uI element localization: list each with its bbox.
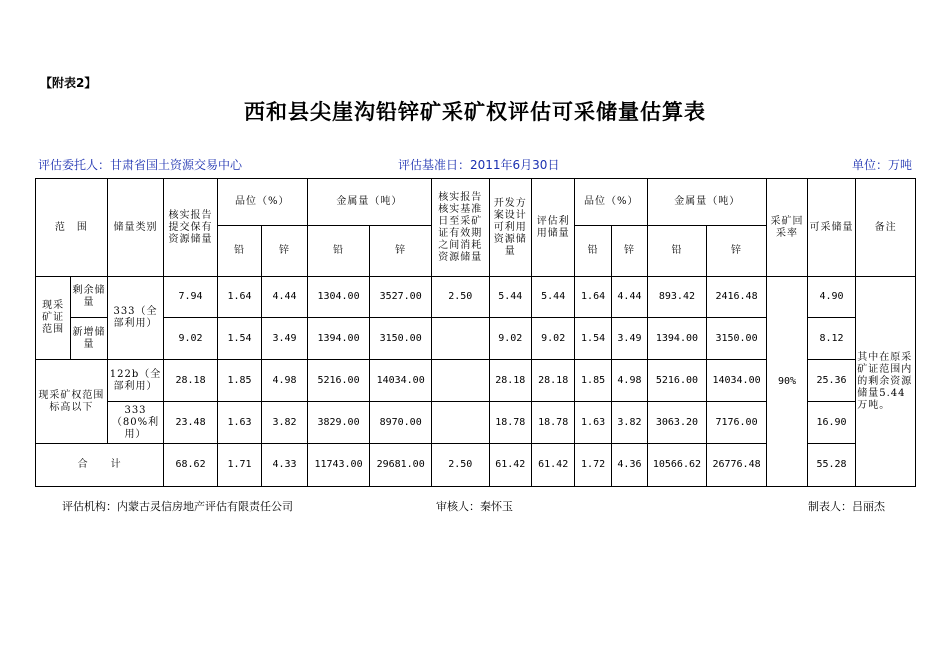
cell-grade-zn: 4.98 bbox=[262, 360, 307, 402]
cell-verified: 68.62 bbox=[164, 444, 218, 487]
cell-consumed bbox=[431, 402, 489, 444]
client-info: 评估委托人：甘肃省国土资源交易中心 bbox=[38, 158, 243, 172]
category-122b-all: 122b（全部利用） bbox=[107, 360, 164, 402]
cell-eval: 61.42 bbox=[531, 444, 574, 487]
header-scope: 范 围 bbox=[36, 179, 108, 277]
sub-new: 新增储量 bbox=[71, 318, 107, 360]
header-metal: 金属量（吨） bbox=[307, 179, 431, 226]
cell-recoverable: 8.12 bbox=[807, 318, 855, 360]
cell-grade-pb: 1.63 bbox=[217, 402, 261, 444]
cell-metal-zn: 29681.00 bbox=[370, 444, 432, 487]
cell-recoverable: 55.28 bbox=[807, 444, 855, 487]
cell-grade2-pb: 1.72 bbox=[575, 444, 611, 487]
cell-grade2-pb: 1.64 bbox=[575, 277, 611, 318]
cell-verified: 9.02 bbox=[164, 318, 218, 360]
table-row bbox=[36, 277, 916, 318]
remark-text: 其中在原采矿证范围内的剩余资源储量5.44万吨。 bbox=[856, 277, 916, 487]
cell-grade2-zn: 3.49 bbox=[611, 318, 647, 360]
cell-metal2-zn: 3150.00 bbox=[706, 318, 767, 360]
footer-agency: 评估机构：内蒙古灵信房地产评估有限责任公司 bbox=[62, 500, 293, 513]
header-grade2-zn: 锌 bbox=[611, 226, 647, 277]
cell-verified: 7.94 bbox=[164, 277, 218, 318]
cell-consumed bbox=[431, 318, 489, 360]
header-eval-use: 评估利用储量 bbox=[531, 179, 574, 277]
cell-grade-zn: 4.33 bbox=[262, 444, 307, 487]
cell-recoverable: 25.36 bbox=[807, 360, 855, 402]
cell-eval: 9.02 bbox=[531, 318, 574, 360]
cell-grade-zn: 3.82 bbox=[262, 402, 307, 444]
header-grade2-pb: 铅 bbox=[575, 226, 611, 277]
group-below-elevation: 现采矿权范围标高以下 bbox=[36, 360, 108, 444]
cell-eval: 18.78 bbox=[531, 402, 574, 444]
header-grade-zn: 锌 bbox=[262, 226, 307, 277]
header-metal-pb: 铅 bbox=[307, 226, 370, 277]
cell-consumed: 2.50 bbox=[431, 277, 489, 318]
header-dev-plan: 开发方案设计可利用资源储量 bbox=[489, 179, 531, 277]
cell-verified: 23.48 bbox=[164, 402, 218, 444]
footer-preparer: 制表人：吕丽杰 bbox=[808, 500, 885, 513]
header-recovery: 采矿回采率 bbox=[767, 179, 807, 277]
header-metal2: 金属量（吨） bbox=[648, 179, 767, 226]
cell-metal-zn: 3150.00 bbox=[370, 318, 432, 360]
cell-grade2-pb: 1.63 bbox=[575, 402, 611, 444]
category-333-80: 333（80%利用） bbox=[107, 402, 164, 444]
cell-dev: 9.02 bbox=[489, 318, 531, 360]
cell-grade2-zn: 4.98 bbox=[611, 360, 647, 402]
cell-metal2-pb: 10566.62 bbox=[648, 444, 707, 487]
cell-dev: 18.78 bbox=[489, 402, 531, 444]
cell-eval: 5.44 bbox=[531, 277, 574, 318]
cell-recoverable: 16.90 bbox=[807, 402, 855, 444]
cell-metal-pb: 11743.00 bbox=[307, 444, 370, 487]
category-333-all: 333（全部利用） bbox=[107, 277, 164, 360]
cell-grade2-pb: 1.85 bbox=[575, 360, 611, 402]
header-metal2-pb: 铅 bbox=[648, 226, 707, 277]
cell-metal2-pb: 3063.20 bbox=[648, 402, 707, 444]
cell-metal-pb: 5216.00 bbox=[307, 360, 370, 402]
cell-dev: 28.18 bbox=[489, 360, 531, 402]
cell-metal-pb: 1304.00 bbox=[307, 277, 370, 318]
cell-metal-zn: 3527.00 bbox=[370, 277, 432, 318]
cell-dev: 61.42 bbox=[489, 444, 531, 487]
header-grade-pb: 铅 bbox=[217, 226, 261, 277]
cell-grade2-zn: 4.44 bbox=[611, 277, 647, 318]
footer-reviewer: 审核人：秦怀玉 bbox=[436, 500, 513, 513]
cell-metal-zn: 14034.00 bbox=[370, 360, 432, 402]
page-title: 西和县尖崖沟铅锌矿采矿权评估可采储量估算表 bbox=[244, 99, 706, 124]
unit-info: 单位：万吨 bbox=[852, 158, 913, 172]
cell-metal2-zn: 2416.48 bbox=[706, 277, 767, 318]
cell-metal-pb: 1394.00 bbox=[307, 318, 370, 360]
cell-eval: 28.18 bbox=[531, 360, 574, 402]
cell-recoverable: 4.90 bbox=[807, 277, 855, 318]
cell-verified: 28.18 bbox=[164, 360, 218, 402]
sub-remaining: 剩余储量 bbox=[71, 277, 107, 318]
header-grade: 品位（%） bbox=[217, 179, 307, 226]
header-remark: 备注 bbox=[856, 179, 916, 277]
cell-grade2-zn: 3.82 bbox=[611, 402, 647, 444]
header-category: 储量类别 bbox=[107, 179, 164, 277]
header-metal2-zn: 锌 bbox=[706, 226, 767, 277]
cell-metal-pb: 3829.00 bbox=[307, 402, 370, 444]
recovery-rate: 90% bbox=[767, 277, 807, 487]
header-consumed: 核实报告核实基准日至采矿证有效期之间消耗资源储量 bbox=[431, 179, 489, 277]
group-current-area: 现采矿证范围 bbox=[36, 277, 71, 360]
cell-consumed: 2.50 bbox=[431, 444, 489, 487]
cell-metal2-pb: 893.42 bbox=[648, 277, 707, 318]
header-verified: 核实报告提交保有资源储量 bbox=[164, 179, 218, 277]
reserve-table bbox=[35, 178, 916, 487]
header-metal-zn: 锌 bbox=[370, 226, 432, 277]
cell-grade-zn: 4.44 bbox=[262, 277, 307, 318]
cell-grade2-pb: 1.54 bbox=[575, 318, 611, 360]
cell-metal2-zn: 7176.00 bbox=[706, 402, 767, 444]
cell-grade-pb: 1.85 bbox=[217, 360, 261, 402]
cell-consumed bbox=[431, 360, 489, 402]
cell-grade-pb: 1.54 bbox=[217, 318, 261, 360]
header-grade2: 品位（%） bbox=[575, 179, 648, 226]
cell-metal2-pb: 5216.00 bbox=[648, 360, 707, 402]
cell-metal2-pb: 1394.00 bbox=[648, 318, 707, 360]
cell-grade-pb: 1.71 bbox=[217, 444, 261, 487]
cell-metal2-zn: 26776.48 bbox=[706, 444, 767, 487]
total-label: 合 计 bbox=[36, 444, 164, 487]
cell-grade-zn: 3.49 bbox=[262, 318, 307, 360]
attachment-label: 【附表2】 bbox=[40, 76, 97, 90]
cell-metal-zn: 8970.00 bbox=[370, 402, 432, 444]
cell-grade2-zn: 4.36 bbox=[611, 444, 647, 487]
cell-metal2-zn: 14034.00 bbox=[706, 360, 767, 402]
cell-dev: 5.44 bbox=[489, 277, 531, 318]
base-date-info: 评估基准日：2011年6月30日 bbox=[398, 158, 560, 172]
header-recoverable: 可采储量 bbox=[807, 179, 855, 277]
cell-grade-pb: 1.64 bbox=[217, 277, 261, 318]
